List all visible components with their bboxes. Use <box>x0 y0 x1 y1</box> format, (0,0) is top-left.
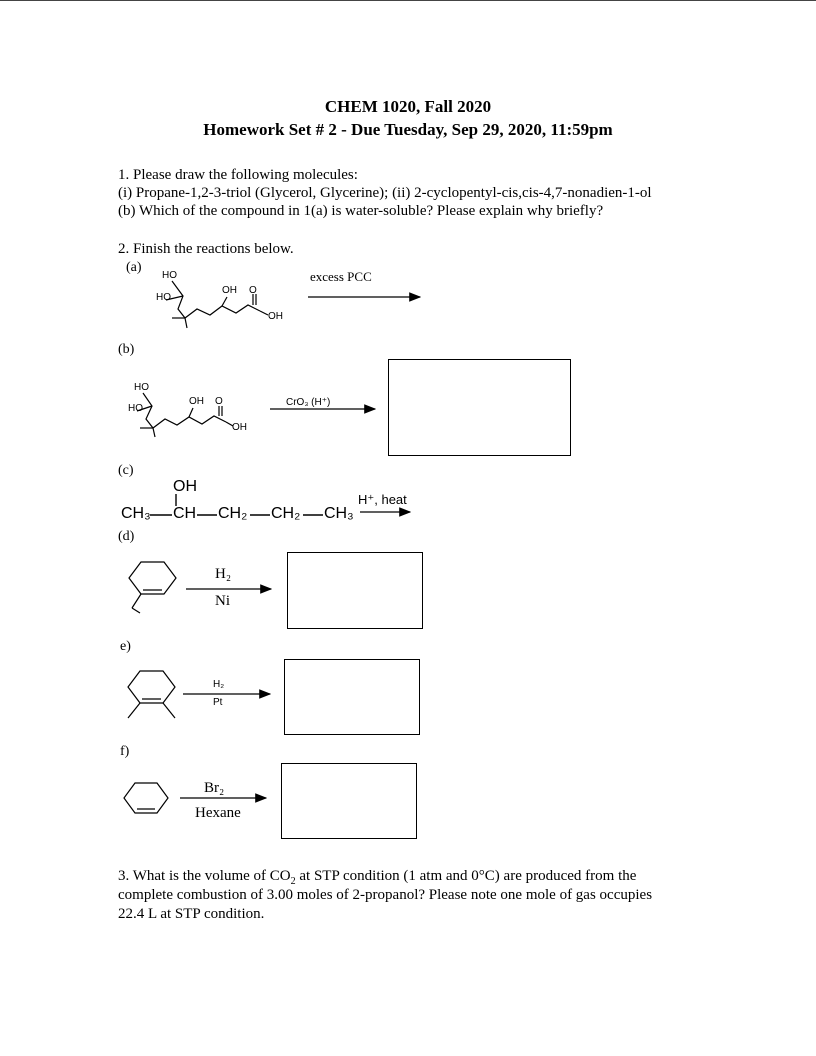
q2d-label: (d) <box>118 529 135 544</box>
q2b-carbonyl-o: O <box>215 396 223 407</box>
q2c-ch3-right: CH₃ <box>324 505 354 522</box>
q2e-molecule <box>128 671 175 718</box>
q2b-acid-oh: OH <box>232 422 247 433</box>
q2d-molecule <box>129 562 176 613</box>
q2a-label: (a) <box>126 260 142 275</box>
q2b-oh: OH <box>189 396 204 407</box>
q2a-acid-oh: OH <box>268 311 283 322</box>
q2c-ch3-left: CH₃ <box>121 505 151 522</box>
q2a-molecule <box>166 281 268 328</box>
q2b-label: (b) <box>118 342 135 357</box>
q2c-oh: OH <box>173 478 197 495</box>
q3-line-2: complete combustion of 3.00 moles of 2-propanol? Please note one mole of gas occupies <box>118 887 653 903</box>
q2a-carbonyl-o: O <box>249 285 257 296</box>
q2e-reagent-bottom: Pt <box>213 697 223 708</box>
q2d-reagent-top: H₂ <box>215 566 232 582</box>
q2c-reagent: H⁺, heat <box>358 492 407 507</box>
q2a-ho-bottom: HO <box>156 292 171 303</box>
q2c-label: (c) <box>118 463 134 478</box>
q2a-ho-top: HO <box>162 270 177 281</box>
q1-part-b: (b) Which of the compound in 1(a) is water-soluble? Please explain why briefly? <box>118 203 604 219</box>
q2b-reagent: CrO₃ (H⁺) <box>286 397 331 408</box>
q2a-oh: OH <box>222 285 237 296</box>
q1-prompt: 1. Please draw the following molecules: <box>118 167 358 183</box>
q2c-ch2-a: CH₂ <box>218 505 248 522</box>
q2c-bonds <box>150 494 323 515</box>
q2b-molecule <box>137 393 233 437</box>
q2f-reagent-top: Br₂ <box>204 780 225 796</box>
page-subtitle: Homework Set # 2 - Due Tuesday, Sep 29, 2020, 11:59pm <box>203 120 613 139</box>
q1-part-i: (i) Propane-1,2-3-triol (Glycerol, Glycerine); (ii) 2-cyclopentyl-cis,cis-4,7-nonadien-1-ol <box>118 185 652 201</box>
q3-line-3: 22.4 L at STP condition. <box>118 906 265 922</box>
q2c-ch2-b: CH₂ <box>271 505 301 522</box>
q2b-ho-top: HO <box>134 382 149 393</box>
q2-prompt: 2. Finish the reactions below. <box>118 241 294 257</box>
q2e-label: e) <box>120 639 131 654</box>
q2f-molecule <box>124 783 168 813</box>
q2f-label: f) <box>120 744 130 759</box>
q3-line-1: 3. What is the volume of $CO_2$ at STP condition (1 atm and 0°C) are produced from the <box>118 868 637 887</box>
q2b-ho-bottom: HO <box>128 403 143 414</box>
q2e-reagent-top: H₂ <box>213 679 225 690</box>
q2d-reagent-bottom: Ni <box>215 593 230 609</box>
q2a-reagent: excess PCC <box>310 269 372 284</box>
page-title: CHEM 1020, Fall 2020 <box>324 97 492 116</box>
q2c-ch: CH <box>173 505 197 522</box>
q2f-reagent-bottom: Hexane <box>195 805 241 821</box>
